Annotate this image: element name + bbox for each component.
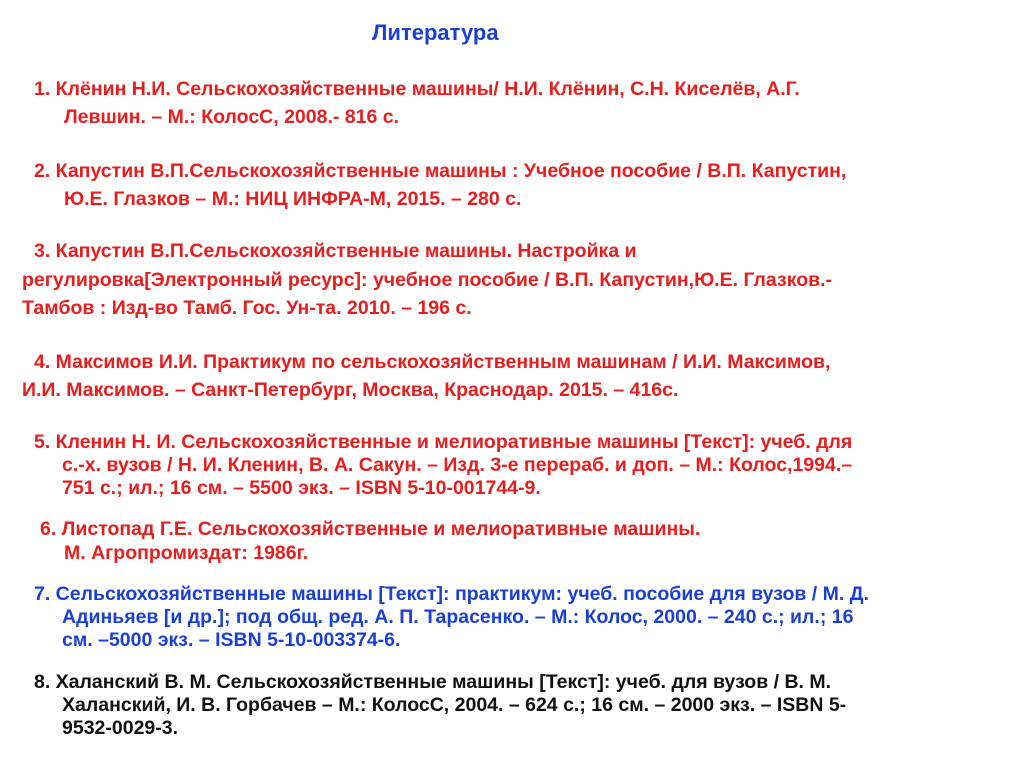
reference-line: 3. Капустин В.П.Сельскохозяйственные машины. Настройка и bbox=[34, 240, 637, 262]
reference-line: 4. Максимов И.И. Практикум по сельскохозяйственным машинам / И.И. Максимов, bbox=[34, 351, 831, 373]
reference-line: Ю.Е. Глазков – М.: НИЦ ИНФРА-М, 2015. – 280 с. bbox=[64, 188, 522, 210]
reference-line: с.-х. вузов / Н. И. Кленин, В. А. Сакун. – Изд. 3-е перераб. и доп. – М.: Колос,1994.– bbox=[62, 454, 853, 476]
reference-line: Халанский, И. В. Горбачев – М.: КолосС, 2004. – 624 с.; 16 см. – 2000 экз. – ISBN 5- bbox=[62, 694, 847, 716]
reference-line: 6. Листопад Г.Е. Сельскохозяйственные и мелиоративные машины. bbox=[40, 518, 701, 540]
reference-line: 8. Халанский В. М. Сельскохозяйственные машины [Текст]: учеб. для вузов / В. М. bbox=[34, 671, 832, 693]
reference-line: Тамбов : Изд-во Тамб. Гос. Ун-та. 2010. – 196 с. bbox=[22, 297, 472, 319]
page-title: Литература bbox=[372, 20, 499, 45]
reference-line: И.И. Максимов. – Санкт-Петербург, Москва, Краснодар. 2015. – 416с. bbox=[22, 379, 679, 401]
reference-line: М. Агропромиздат: 1986г. bbox=[64, 542, 309, 564]
reference-line: см. –5000 экз. – ISBN 5-10-003374-6. bbox=[62, 629, 401, 651]
reference-line: 2. Капустин В.П.Сельскохозяйственные машины : Учебное пособие / В.П. Капустин, bbox=[34, 160, 847, 182]
reference-line: Левшин. – М.: КолосС, 2008.- 816 с. bbox=[64, 106, 400, 128]
reference-line: 1. Клёнин Н.И. Сельскохозяйственные машины/ Н.И. Клёнин, С.Н. Киселёв, А.Г. bbox=[34, 78, 800, 100]
reference-line: 751 с.; ил.; 16 см. – 5500 экз. – ISBN 5-10-001744-9. bbox=[62, 477, 541, 499]
reference-line: 7. Сельскохозяйственные машины [Текст]: практикум: учеб. пособие для вузов / М. Д. bbox=[34, 583, 869, 605]
reference-line: Адиньяев [и др.]; под общ. ред. А. П. Тарасенко. – М.: Колос, 2000. – 240 с.; ил.; 16 bbox=[62, 606, 854, 628]
reference-line: 9532-0029-3. bbox=[62, 717, 179, 739]
reference-line: 5. Кленин Н. И. Сельскохозяйственные и мелиоративные машины [Текст]: учеб. для bbox=[34, 431, 853, 453]
reference-line: регулировка[Электронный ресурс]: учебное пособие / В.П. Капустин,Ю.Е. Глазков.- bbox=[22, 269, 833, 291]
